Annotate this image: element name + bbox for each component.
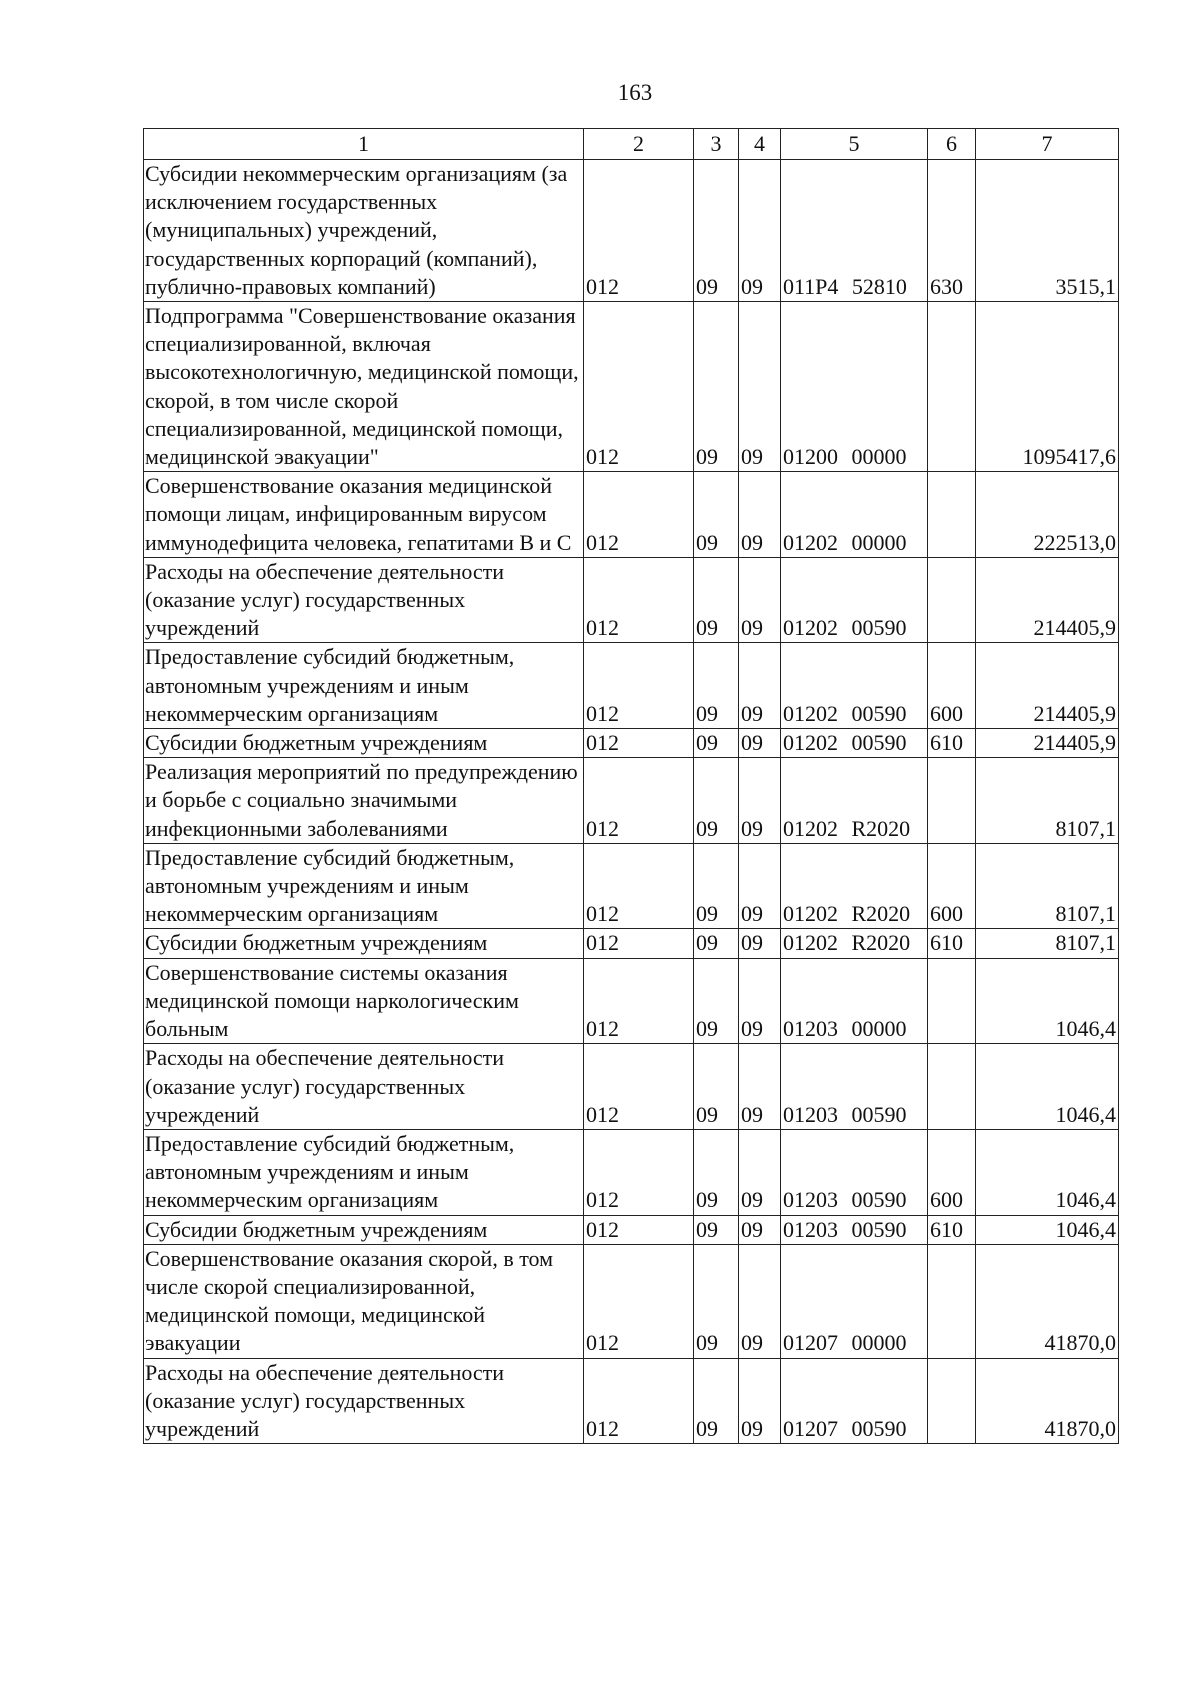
target-article-cell: 01207 00590 bbox=[781, 1358, 928, 1444]
subsection-code-cell: 09 bbox=[739, 929, 781, 958]
amount-cell: 8107,1 bbox=[976, 929, 1119, 958]
table-row bbox=[144, 302, 1119, 472]
ministry-code-cell: 012 bbox=[584, 758, 694, 844]
row-name-cell: Предоставление субсидий бюджетным, автономным учреждениям и иным некоммерческим организациям bbox=[144, 843, 584, 929]
subsection-code-cell: 09 bbox=[739, 472, 781, 558]
expense-type-cell: 630 bbox=[928, 160, 976, 302]
target-article-cell: 01202 R2020 bbox=[781, 758, 928, 844]
row-name-cell: Расходы на обеспечение деятельности (оказание услуг) государственных учреждений bbox=[144, 1044, 584, 1130]
target-article-cell: 01203 00590 bbox=[781, 1044, 928, 1130]
target-article-cell: 01202 00000 bbox=[781, 472, 928, 558]
table-row bbox=[144, 929, 1119, 958]
target-article-cell: 01202 00590 bbox=[781, 729, 928, 758]
ministry-code-cell: 012 bbox=[584, 302, 694, 472]
target-article-cell: 011P4 52810 bbox=[781, 160, 928, 302]
amount-cell: 1046,4 bbox=[976, 1129, 1119, 1215]
subsection-code-cell: 09 bbox=[739, 302, 781, 472]
table-row bbox=[144, 643, 1119, 729]
table-row bbox=[144, 1244, 1119, 1358]
budget-table bbox=[143, 128, 1119, 1444]
amount-cell: 3515,1 bbox=[976, 160, 1119, 302]
table-row bbox=[144, 958, 1119, 1044]
row-name-cell: Реализация мероприятий по предупреждению и борьбе с социально значимыми инфекционными заболеваниями bbox=[144, 758, 584, 844]
target-article-cell: 01202 R2020 bbox=[781, 843, 928, 929]
subsection-code-cell: 09 bbox=[739, 160, 781, 302]
table-row bbox=[144, 1358, 1119, 1444]
expense-type-cell: 610 bbox=[928, 929, 976, 958]
expense-type-cell: 600 bbox=[928, 643, 976, 729]
table-body bbox=[144, 129, 1119, 1444]
subsection-code-cell: 09 bbox=[739, 758, 781, 844]
row-name-cell: Предоставление субсидий бюджетным, автономным учреждениям и иным некоммерческим организациям bbox=[144, 643, 584, 729]
subsection-code-cell: 09 bbox=[739, 643, 781, 729]
amount-cell: 214405,9 bbox=[976, 557, 1119, 643]
row-name-cell: Субсидии бюджетным учреждениям bbox=[144, 929, 584, 958]
amount-cell: 214405,9 bbox=[976, 643, 1119, 729]
ministry-code-cell: 012 bbox=[584, 557, 694, 643]
target-article-cell: 01203 00590 bbox=[781, 1129, 928, 1215]
expense-type-cell bbox=[928, 758, 976, 844]
row-name-cell: Совершенствование оказания скорой, в том числе скорой специализированной, медицинской помощи, медицинской эвакуации bbox=[144, 1244, 584, 1358]
amount-cell: 41870,0 bbox=[976, 1244, 1119, 1358]
target-article-cell: 01202 00590 bbox=[781, 557, 928, 643]
target-article-cell: 01200 00000 bbox=[781, 302, 928, 472]
ministry-code-cell: 012 bbox=[584, 843, 694, 929]
subsection-code-cell: 09 bbox=[739, 958, 781, 1044]
table-row bbox=[144, 1129, 1119, 1215]
row-name-cell: Расходы на обеспечение деятельности (оказание услуг) государственных учреждений bbox=[144, 557, 584, 643]
table-row bbox=[144, 472, 1119, 558]
subsection-code-cell: 09 bbox=[739, 1215, 781, 1244]
amount-cell: 41870,0 bbox=[976, 1358, 1119, 1444]
table-row bbox=[144, 160, 1119, 302]
section-code-cell: 09 bbox=[694, 643, 739, 729]
ministry-code-cell: 012 bbox=[584, 1044, 694, 1130]
table-row bbox=[144, 557, 1119, 643]
expense-type-cell: 600 bbox=[928, 1129, 976, 1215]
section-code-cell: 09 bbox=[694, 160, 739, 302]
subsection-code-cell: 09 bbox=[739, 1129, 781, 1215]
ministry-code-cell: 012 bbox=[584, 1244, 694, 1358]
subsection-code-cell: 09 bbox=[739, 1044, 781, 1130]
header-cell-1: 1 bbox=[144, 129, 584, 160]
row-name-cell: Совершенствование оказания медицинской помощи лицам, инфицированным вирусом иммунодефицита человека, гепатитами В и С bbox=[144, 472, 584, 558]
header-row bbox=[144, 129, 1119, 160]
row-name-cell: Подпрограмма "Совершенствование оказания специализированной, включая высокотехнологичную, медицинской помощи, скорой, в том числе скорой специализированной, медицинской помощи, медицинской эвакуации" bbox=[144, 302, 584, 472]
target-article-cell: 01202 R2020 bbox=[781, 929, 928, 958]
section-code-cell: 09 bbox=[694, 758, 739, 844]
section-code-cell: 09 bbox=[694, 302, 739, 472]
row-name-cell: Субсидии бюджетным учреждениям bbox=[144, 1215, 584, 1244]
expense-type-cell bbox=[928, 1044, 976, 1130]
expense-type-cell bbox=[928, 958, 976, 1044]
amount-cell: 1095417,6 bbox=[976, 302, 1119, 472]
ministry-code-cell: 012 bbox=[584, 160, 694, 302]
ministry-code-cell: 012 bbox=[584, 1358, 694, 1444]
table-row bbox=[144, 758, 1119, 844]
ministry-code-cell: 012 bbox=[584, 472, 694, 558]
amount-cell: 222513,0 bbox=[976, 472, 1119, 558]
section-code-cell: 09 bbox=[694, 958, 739, 1044]
expense-type-cell bbox=[928, 1244, 976, 1358]
row-name-cell: Расходы на обеспечение деятельности (оказание услуг) государственных учреждений bbox=[144, 1358, 584, 1444]
section-code-cell: 09 bbox=[694, 843, 739, 929]
header-cell-4: 4 bbox=[739, 129, 781, 160]
section-code-cell: 09 bbox=[694, 729, 739, 758]
page-number: 163 bbox=[617, 80, 653, 105]
header-cell-6: 6 bbox=[928, 129, 976, 160]
section-code-cell: 09 bbox=[694, 929, 739, 958]
ministry-code-cell: 012 bbox=[584, 958, 694, 1044]
subsection-code-cell: 09 bbox=[739, 1358, 781, 1444]
expense-type-cell: 610 bbox=[928, 1215, 976, 1244]
expense-type-cell bbox=[928, 557, 976, 643]
row-name-cell: Предоставление субсидий бюджетным, автономным учреждениям и иным некоммерческим организациям bbox=[144, 1129, 584, 1215]
subsection-code-cell: 09 bbox=[739, 843, 781, 929]
expense-type-cell: 610 bbox=[928, 729, 976, 758]
row-name-cell: Субсидии бюджетным учреждениям bbox=[144, 729, 584, 758]
section-code-cell: 09 bbox=[694, 557, 739, 643]
row-name-cell: Совершенствование системы оказания медицинской помощи наркологическим больным bbox=[144, 958, 584, 1044]
amount-cell: 1046,4 bbox=[976, 958, 1119, 1044]
header-cell-3: 3 bbox=[694, 129, 739, 160]
target-article-cell: 01203 00590 bbox=[781, 1215, 928, 1244]
subsection-code-cell: 09 bbox=[739, 729, 781, 758]
section-code-cell: 09 bbox=[694, 1129, 739, 1215]
amount-cell: 214405,9 bbox=[976, 729, 1119, 758]
section-code-cell: 09 bbox=[694, 1215, 739, 1244]
ministry-code-cell: 012 bbox=[584, 729, 694, 758]
ministry-code-cell: 012 bbox=[584, 643, 694, 729]
table-row bbox=[144, 843, 1119, 929]
header-cell-7: 7 bbox=[976, 129, 1119, 160]
expense-type-cell bbox=[928, 1358, 976, 1444]
expense-type-cell: 600 bbox=[928, 843, 976, 929]
amount-cell: 8107,1 bbox=[976, 843, 1119, 929]
table-row bbox=[144, 1044, 1119, 1130]
subsection-code-cell: 09 bbox=[739, 557, 781, 643]
expense-type-cell bbox=[928, 472, 976, 558]
section-code-cell: 09 bbox=[694, 1244, 739, 1358]
target-article-cell: 01202 00590 bbox=[781, 643, 928, 729]
ministry-code-cell: 012 bbox=[584, 929, 694, 958]
ministry-code-cell: 012 bbox=[584, 1215, 694, 1244]
section-code-cell: 09 bbox=[694, 1044, 739, 1130]
row-name-cell: Субсидии некоммерческим организациям (за исключением государственных (муниципальных) учреждений, государственных корпораций (компаний), публично-правовых компаний) bbox=[144, 160, 584, 302]
ministry-code-cell: 012 bbox=[584, 1129, 694, 1215]
amount-cell: 1046,4 bbox=[976, 1044, 1119, 1130]
target-article-cell: 01203 00000 bbox=[781, 958, 928, 1044]
header-cell-5: 5 bbox=[781, 129, 928, 160]
table-row bbox=[144, 729, 1119, 758]
header-cell-2: 2 bbox=[584, 129, 694, 160]
target-article-cell: 01207 00000 bbox=[781, 1244, 928, 1358]
table-row bbox=[144, 1215, 1119, 1244]
expense-type-cell bbox=[928, 302, 976, 472]
amount-cell: 1046,4 bbox=[976, 1215, 1119, 1244]
section-code-cell: 09 bbox=[694, 472, 739, 558]
amount-cell: 8107,1 bbox=[976, 758, 1119, 844]
subsection-code-cell: 09 bbox=[739, 1244, 781, 1358]
section-code-cell: 09 bbox=[694, 1358, 739, 1444]
